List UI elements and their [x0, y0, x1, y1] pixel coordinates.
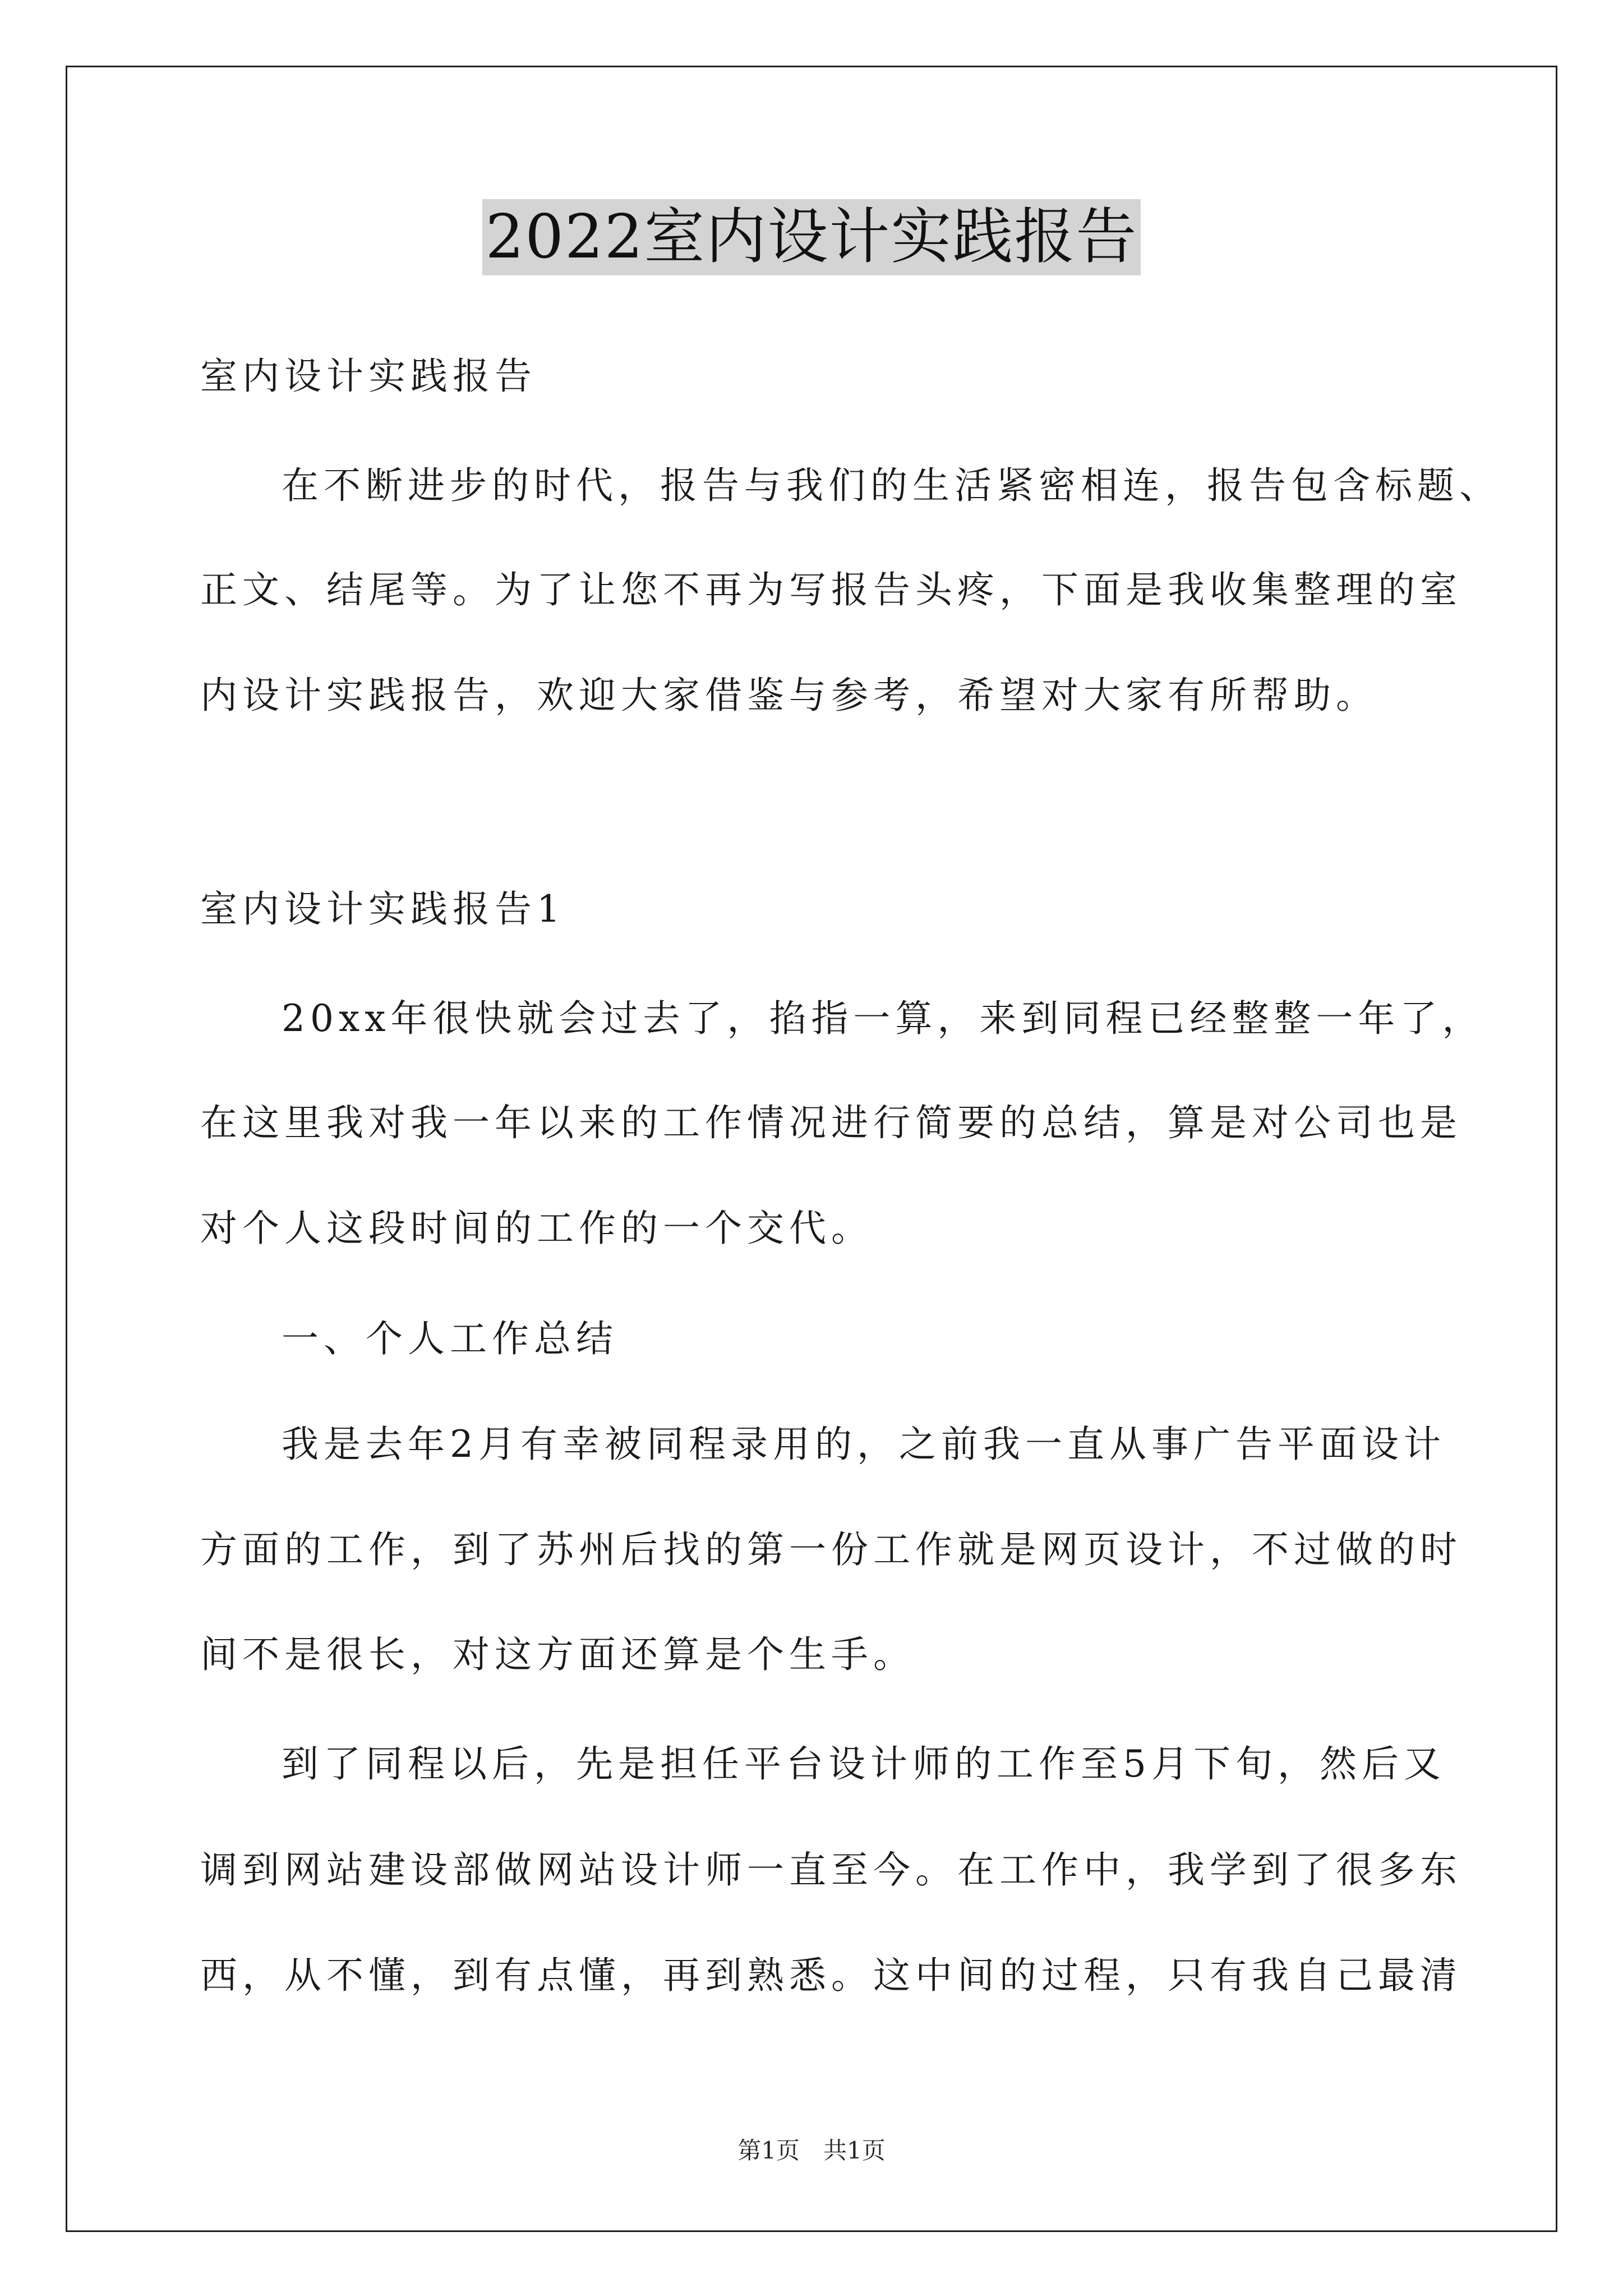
paragraph-line: 20xx年很快就会过去了，掐指一算，来到同程已经整整一年了， — [282, 997, 1484, 1040]
paragraph-line: 在不断进步的时代，报告与我们的生活紧密相连，报告包含标题、 — [282, 464, 1501, 507]
paragraph-line: 到了同程以后，先是担任平台设计师的工作至5月下旬，然后又 — [282, 1742, 1446, 1786]
page-number-total: 共1页 — [823, 2137, 886, 2164]
paragraph-line: 在这里我对我一年以来的工作情况进行简要的总结，算是对公司也是 — [200, 1101, 1462, 1144]
paragraph-line: 间不是很长，对这方面还算是个生手。 — [200, 1633, 915, 1676]
paragraph-line: 正文、结尾等。为了让您不再为写报告头疼，下面是我收集整理的室 — [200, 568, 1462, 611]
paragraph-line: 内设计实践报告，欢迎大家借鉴与参考，希望对大家有所帮助。 — [200, 674, 1378, 717]
page-number-current: 第1页 — [737, 2137, 800, 2164]
title-container — [0, 199, 1623, 275]
paragraph-line: 方面的工作，到了苏州后找的第一份工作就是网页设计，不过做的时 — [200, 1528, 1462, 1571]
paragraph-line: 对个人这段时间的工作的一个交代。 — [200, 1207, 873, 1250]
page-footer — [0, 2136, 1623, 2165]
paragraph-line: 调到网站建设部做网站设计师一直至今。在工作中，我学到了很多东 — [200, 1848, 1462, 1892]
section-heading: 室内设计实践报告 — [200, 355, 537, 398]
document-title: 2022室内设计实践报告 — [482, 199, 1141, 275]
subsection-heading: 一、个人工作总结 — [282, 1317, 618, 1360]
paragraph-line: 我是去年2月有幸被同程录用的，之前我一直从事广告平面设计 — [282, 1423, 1446, 1466]
paragraph-line: 西，从不懂，到有点懂，再到熟悉。这中间的过程，只有我自己最清 — [200, 1954, 1462, 1997]
section-heading: 室内设计实践报告1 — [200, 887, 565, 931]
